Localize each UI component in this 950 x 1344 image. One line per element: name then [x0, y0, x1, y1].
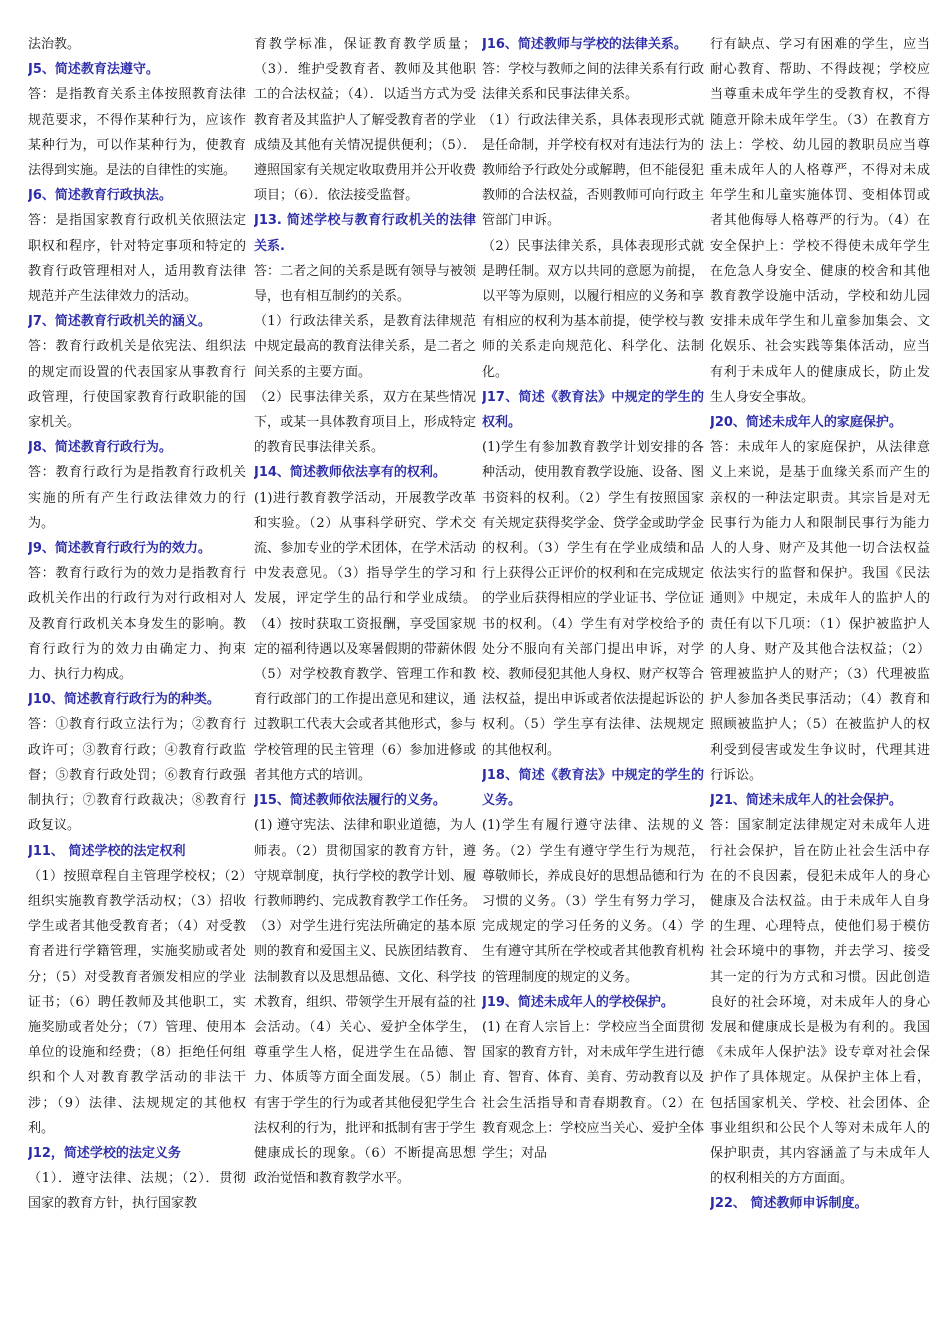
question-heading: J18、简述《教育法》中规定的学生的义务。 [482, 767, 704, 809]
answer-paragraph: 答：①教育行政立法行为；②教育行政许可；③教育行政；④教育行政监督；⑤教育行政处罚；⑥教育行政强制执行；⑦教育行政裁决；⑧教育行政复议。 [28, 717, 246, 834]
answer-paragraph: 答：教育行政行为是指教育行政机关实施的所有产生行政法律效力的行为。 [28, 465, 246, 531]
answer-paragraph: （2）民事法律关系，双方在某些情况下，或某一具体教育项目上，形成特定的教育民事法律关系。 [254, 389, 476, 456]
question-heading: J19、简述未成年人的学校保护。 [482, 994, 674, 1010]
document-page [28, 32, 928, 1322]
answer-paragraph: (1)进行教育教学活动，开展教学改革和实验。（2）从事科学研究、学术交流、参加专业的学术团体，在学术活动中发表意见。（3）指导学生的学习和发展，评定学生的品行和学业成绩。（4）按时获取工资报酬，享受国家规定的福利待遇以及寒暑假期的带薪休假（5）对学校教育教学、管理工作和教育行政部门的工作提出意见和建议，通过教职工代表大会或者其他形式，参与学校管理的民主管理（6）参加进修或者其他方式的培训。 [254, 490, 476, 783]
answer-paragraph: 行有缺点、学习有困难的学生，应当耐心教育、帮助、不得歧视；学校应当尊重未成年学生的受教育权，不得随意开除未成年学生。（3）在教育方法上：学校、幼儿园的教职员应当尊重未成年人的人格尊严，不得对未成年学生和儿童实施体罚、变相体罚或者其他侮辱人格尊严的行为。（4）在安全保护上：学校不得使未成年学生在危急人身安全、健康的校舍和其他教育教学设施中活动，学校和幼儿园安排未成年学生和儿童参加集会、文化娱乐、社会实践等集体活动，应当有利于未成年人的健康成长，防止发生人身安全事故。 [710, 37, 930, 405]
answer-paragraph: (1)学生有参加教育教学计划安排的各种活动，使用教育教学设施、设备、图书资料的权利。（2）学生有按照国家有关规定获得奖学金、贷学金或助学金的权利。（3）学生有在学业成绩和品行上获得公正评价的权利和在完成规定的学业后获得相应的学业证书、学位证书的权利。（4）学生有对学校给予的处分不服向有关部门提出申诉，对学校、教师侵犯其他人身权、财产权等合法权益，提出申诉或者依法提起诉讼的权利。（5）学生享有法律、法规规定的其他权利。 [482, 440, 704, 758]
question-heading: J6、简述教育行政执法。 [28, 188, 172, 204]
question-heading: J9、简述教育行政行为的效力。 [28, 541, 211, 557]
column-4 [710, 32, 930, 1322]
column-3 [482, 32, 704, 1322]
question-heading: J11、 简述学校的法定权利 [28, 843, 186, 859]
answer-paragraph: （2）民事法律关系，具体表现形式就是聘任制。双方以共同的意愿为前提，以平等为原则，以履行相应的义务和享有相应的权利为基本前提，使学校与教师的关系走向规范化、科学化、法制化。 [482, 238, 704, 380]
answer-paragraph: （1）行政法律关系，具体表现形式就是任命制，并学校有权对有违法行为的教师给予行政处分或解聘，但不能侵犯教师的合法权益，否则教师可向行政主管部门申诉。 [482, 112, 704, 229]
question-heading: J22、 简述教师申诉制度。 [710, 1196, 868, 1212]
answer-paragraph: （1）按照章程自主管理学校权；（2）组织实施教育教学活动权；（3）招收学生或者其他受教育者；（4）对受教育者进行学籍管理，实施奖励或者处分；（5）对受教育者颁发相应的学业证书；（6）聘任教师及其他职工，实施奖励或者处分；（7）管理、使用本单位的设施和经费；（8）拒绝任何组织和个人对教育教学活动的非法干涉；（9）法律、法规规定的其他权利。 [28, 868, 246, 1136]
question-heading: J15、简述教师依法履行的义务。 [254, 793, 446, 809]
answer-paragraph: (1)学生有履行遵守法律、法规的义务。（2）学生有遵守学生行为规范，尊敬师长，养成良好的思想品德和行为习惯的义务。（3）学生有努力学习，完成规定的学习任务的义务。（4）学生有遵守其所在学校或者其他教育机构的管理制度的规定的义务。 [482, 818, 704, 985]
question-heading: J10、简述教育行政行为的种类。 [28, 692, 220, 708]
question-heading: J16、简述教师与学校的法律关系。 [482, 37, 687, 52]
answer-paragraph: 法治教。 [28, 37, 81, 52]
answer-paragraph: 答：是指教育关系主体按照教育法律规范要求，不得作某种行为，应该作某种行为，可以作某种行为，使教育法得到实施。是法的自律性的实施。 [28, 87, 246, 179]
answer-paragraph: 答：国家制定法律规定对未成年人进行社会保护，旨在防止社会生活中存在的不良因素，侵犯未成年人的身心健康及合法权益。由于未成年人自身的生理、心理特点，使他们易于模仿社会环境中的事物，并去学习、接受其一定的行为方式和习惯。因此创造良好的社会环境，对未成年人的身心发展和健康成长是极为有利的。我国《未成年人保护法》设专章对社会保护作了具体规定。从保护主体上看，包括国家机关、学校、社会团体、企事业组织和公民个人等对未成年人的保护职责，其内容涵盖了与未成年人的权利相关的方方面面。 [710, 818, 930, 1187]
answer-paragraph: (1) 遵守宪法、法律和职业道德，为人师表。（2）贯彻国家的教育方针，遵守规章制度，执行学校的教学计划、履行教师聘约、完成教育教学工作任务。（3）对学生进行宪法所确定的基本原则的教育和爱国主义、民族团结教育、法制教育以及思想品德、文化、科学技术教育，组织、带领学生开展有益的社会活动。（4）关心、爱护全体学生，尊重学生人格，促进学生在品德、智力、体质等方面全面发展。（5）制止有害于学生的行为或者其他侵犯学生合法权利的行为，批评和抵制有害于学生健康成长的现象。（6）不断提高思想政治觉悟和教育教学水平。 [254, 818, 476, 1187]
question-heading: J20、简述未成年人的家庭保护。 [710, 415, 902, 431]
answer-paragraph: 答：未成年人的家庭保护，从法律意义上来说，是基于血缘关系而产生的亲权的一种法定职责。其宗旨是对无民事行为能力人和限制民事行为能力人的人身、财产及其他一切合法权益依法实行的监督和保护。我国《民法通则》中规定，未成年人的监护人的责任有以下几项：（1）保护被监护人的人身、财产及其他合法权益；（2）管理被监护人的财产；（3）代理被监护人参加各类民事活动；（4）教育和照顾被监护人；（5）在被监护人的权利受到侵害或发生争议时，代理其进行诉讼。 [710, 440, 930, 783]
answer-paragraph: 答：教育行政机关是依宪法、组织法的规定而设置的代表国家从事教育行政管理，行使国家教育行政职能的国家机关。 [28, 339, 246, 431]
question-heading: J12，简述学校的法定义务 [28, 1145, 181, 1161]
answer-paragraph: 答：学校与教师之间的法律关系有行政法律关系和民事法律关系。 [482, 62, 704, 103]
question-heading: J5、简述教育法遵守。 [28, 62, 159, 78]
answer-paragraph: 答：教育行政行为的效力是指教育行政机关作出的行政行为对行政相对人及教育行政机关本身发生的影响。教育行政行为的效力由确定力、拘束力、执行力构成。 [28, 566, 246, 683]
answer-paragraph: (1) 在育人宗旨上：学校应当全面贯彻国家的教育方针，对未成年学生进行德育、智育、体育、美育、劳动教育以及社会生活指导和青春期教育。（2）在教育观念上：学校应当关心、爱护全体学生；对品 [482, 1019, 704, 1161]
answer-paragraph: （1）行政法律关系，是教育法律规范中规定最高的教育法律关系，是二者之间关系的主要方面。 [254, 314, 476, 380]
question-heading: J14、简述教师依法享有的权利。 [254, 465, 446, 481]
answer-paragraph: （1）．遵守法律、法规；（2）．贯彻国家的教育方针，执行国家教 [28, 1171, 246, 1212]
answer-paragraph: 答：是指国家教育行政机关依照法定职权和程序，针对特定事项和特定的教育行政管理相对人，适用教育法律规范并产生法律效力的活动。 [28, 213, 246, 305]
question-heading: J17、简述《教育法》中规定的学生的权利。 [482, 389, 704, 431]
column-1 [28, 32, 246, 1322]
column-2 [254, 32, 476, 1322]
answer-paragraph: 答：二者之间的关系是既有领导与被领导，也有相互制约的关系。 [254, 263, 476, 305]
question-heading: J7、简述教育行政机关的涵义。 [28, 314, 211, 330]
answer-paragraph: 育教学标准，保证教育教学质量；（3）．维护受教育者、教师及其他职工的合法权益；（4）．以适当方式为受教育者及其监护人了解受教育者的学业成绩及其他有关情况提供便利；（5）．遵照国家有关规定收取费用并公开收费项目；（6）．依法接受监督。 [254, 37, 476, 204]
question-heading: J21、简述未成年人的社会保护。 [710, 793, 902, 809]
question-heading: J8、简述教育行政行为。 [28, 440, 172, 456]
question-heading: J13. 简述学校与教育行政机关的法律关系. [254, 213, 476, 254]
